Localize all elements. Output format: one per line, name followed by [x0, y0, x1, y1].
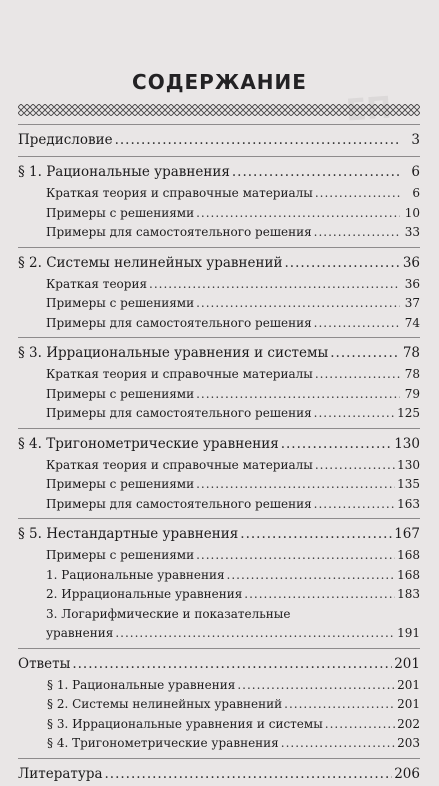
dot-leader: [149, 275, 400, 295]
dot-leader: [281, 433, 393, 456]
toc-page-number: 78: [402, 345, 420, 361]
dot-leader: [314, 223, 400, 243]
toc-page-number: 202: [397, 716, 420, 731]
toc-entry: [18, 495, 420, 515]
toc-entry: [18, 715, 420, 735]
dot-leader: [196, 475, 395, 495]
toc-entry: [18, 585, 420, 605]
toc-entry: [18, 314, 420, 334]
toc-entry: [18, 475, 420, 495]
section-rule: [18, 337, 420, 338]
section-rule: [18, 648, 420, 649]
toc-entry-label: § 4. Тригонометрические уравнения: [18, 435, 279, 452]
dot-leader: [227, 566, 396, 586]
toc-entry-label: Краткая теория и справочные материалы: [46, 367, 313, 381]
toc-page-number: 203: [397, 736, 420, 750]
toc-entry: [18, 223, 420, 243]
page-title: СОДЕРЖАНИЕ: [132, 70, 307, 94]
toc-page-number: 191: [397, 626, 420, 640]
dot-leader: [115, 129, 400, 152]
toc-entry-label: 1. Рациональные уравнения: [46, 567, 225, 582]
dot-leader: [314, 404, 395, 424]
toc-entry-label: Примеры с решениями: [46, 205, 195, 220]
toc-entry: [18, 204, 420, 224]
toc-entry-label: Краткая теория и справочные материалы: [46, 457, 313, 472]
toc-entry-label: § 4. Тригонометрические уравнения: [47, 736, 279, 750]
toc-entry: [18, 546, 420, 566]
toc-page-number: 74: [404, 315, 420, 330]
toc-page-number: 183: [397, 587, 420, 601]
toc-entry: [18, 523, 420, 546]
toc-entry: [18, 734, 420, 754]
toc-entry-label: Краткая теория и справочные материалы: [46, 186, 313, 200]
section-rule: [18, 758, 420, 759]
toc-entry-label: Примеры с решениями: [46, 386, 195, 401]
toc-entry: [18, 385, 420, 405]
toc-entry: [18, 252, 420, 275]
toc-page-number: 79: [404, 386, 420, 401]
toc-page-number: 135: [397, 477, 420, 491]
dot-leader: [285, 252, 400, 275]
section-rule: [18, 428, 420, 429]
toc-page-number: 167: [394, 526, 420, 542]
toc-entry: [18, 676, 420, 696]
toc-page-number: 6: [412, 186, 420, 200]
section-rule: [18, 156, 420, 157]
toc-entry-label: § 2. Системы нелинейных уравнений: [47, 697, 283, 711]
toc-entry-label: 2. Иррациональные уравнения: [46, 587, 243, 601]
toc-page-number: 125: [397, 406, 420, 420]
toc-entry-label: Примеры для самостоятельного решения: [46, 315, 312, 330]
ornament-divider: [18, 104, 420, 116]
toc-entry: [18, 129, 420, 152]
dot-leader: [314, 314, 400, 334]
toc-page-number: 163: [397, 496, 420, 511]
toc-entry-label: § 3. Иррациональные уравнения и системы: [47, 716, 323, 731]
toc-entry: [18, 653, 420, 676]
toc-entry-label: Краткая теория: [46, 276, 148, 291]
toc-page-number: 130: [397, 457, 420, 472]
toc-page-number: 78: [404, 367, 420, 381]
toc-entry-label: Примеры с решениями: [46, 296, 195, 310]
toc-page-number: 201: [397, 677, 420, 692]
dot-leader: [325, 715, 395, 735]
table-of-contents: [18, 124, 420, 786]
dot-leader: [196, 204, 400, 224]
dot-leader: [115, 624, 395, 644]
section-rule: [18, 518, 420, 519]
toc-entry: [18, 275, 420, 295]
toc-page-number: 3: [411, 132, 420, 148]
toc-entry: [18, 695, 420, 715]
toc-page-number: 130: [394, 435, 420, 452]
toc-entry: [18, 566, 420, 586]
toc-page-number: 206: [394, 765, 420, 782]
toc-entry-label: § 5. Нестандартные уравнения: [18, 526, 239, 542]
toc-entry-label: Примеры с решениями: [46, 477, 195, 491]
dot-leader: [232, 161, 400, 184]
dot-leader: [244, 585, 395, 605]
dot-leader: [105, 763, 393, 786]
toc-entry-label-continued: уравнения: [46, 626, 114, 640]
toc-entry-label: § 3. Иррациональные уравнения и системы: [18, 345, 329, 361]
toc-page-number: 6: [411, 164, 420, 180]
section-rule: [18, 124, 420, 125]
toc-entry: [18, 365, 420, 385]
toc-page-number: 168: [397, 548, 420, 562]
toc-entry: [18, 605, 420, 644]
dot-leader: [196, 294, 400, 314]
toc-entry-label: Примеры для самостоятельного решения: [46, 406, 312, 420]
dot-leader: [240, 523, 392, 546]
toc-entry-label: Ответы: [18, 655, 71, 672]
toc-entry: [18, 763, 420, 786]
toc-page-number: 33: [404, 225, 420, 239]
toc-page-number: 168: [397, 567, 420, 582]
toc-entry: [18, 456, 420, 476]
dot-leader: [315, 184, 400, 204]
toc-entry: [18, 342, 420, 365]
dot-leader: [72, 653, 392, 676]
toc-page-number: 37: [404, 296, 420, 310]
toc-entry-label: § 2. Системы нелинейных уравнений: [18, 254, 283, 271]
toc-entry-label: 3. Логарифмические и показательные: [46, 606, 291, 621]
toc-entry-label: § 1. Рациональные уравнения: [18, 164, 230, 180]
toc-page-number: 201: [394, 655, 420, 672]
toc-entry: [18, 161, 420, 184]
toc-entry: [18, 184, 420, 204]
section-rule: [18, 247, 420, 248]
dot-leader: [330, 342, 400, 365]
toc-page-number: 36: [402, 254, 420, 271]
dot-leader: [314, 495, 395, 515]
toc-entry-label: Предисловие: [18, 132, 113, 148]
dot-leader: [196, 385, 400, 405]
dot-leader: [315, 456, 395, 476]
toc-entry: [18, 404, 420, 424]
toc-entry-label: Примеры для самостоятельного решения: [46, 496, 312, 511]
dot-leader: [281, 734, 395, 754]
toc-entry-label: Литература: [18, 765, 103, 782]
dot-leader: [237, 676, 395, 696]
toc-entry-label: § 1. Рациональные уравнения: [47, 677, 236, 692]
toc-page-number: 10: [404, 205, 420, 220]
dot-leader: [196, 546, 395, 566]
dot-leader: [315, 365, 400, 385]
toc-page-number: 201: [397, 697, 420, 711]
toc-entry: [18, 294, 420, 314]
dot-leader: [284, 695, 395, 715]
toc-entry: [18, 433, 420, 456]
toc-entry-label: Примеры для самостоятельного решения: [46, 225, 312, 239]
toc-entry-label: Примеры с решениями: [46, 548, 195, 562]
toc-page-number: 36: [404, 276, 420, 291]
